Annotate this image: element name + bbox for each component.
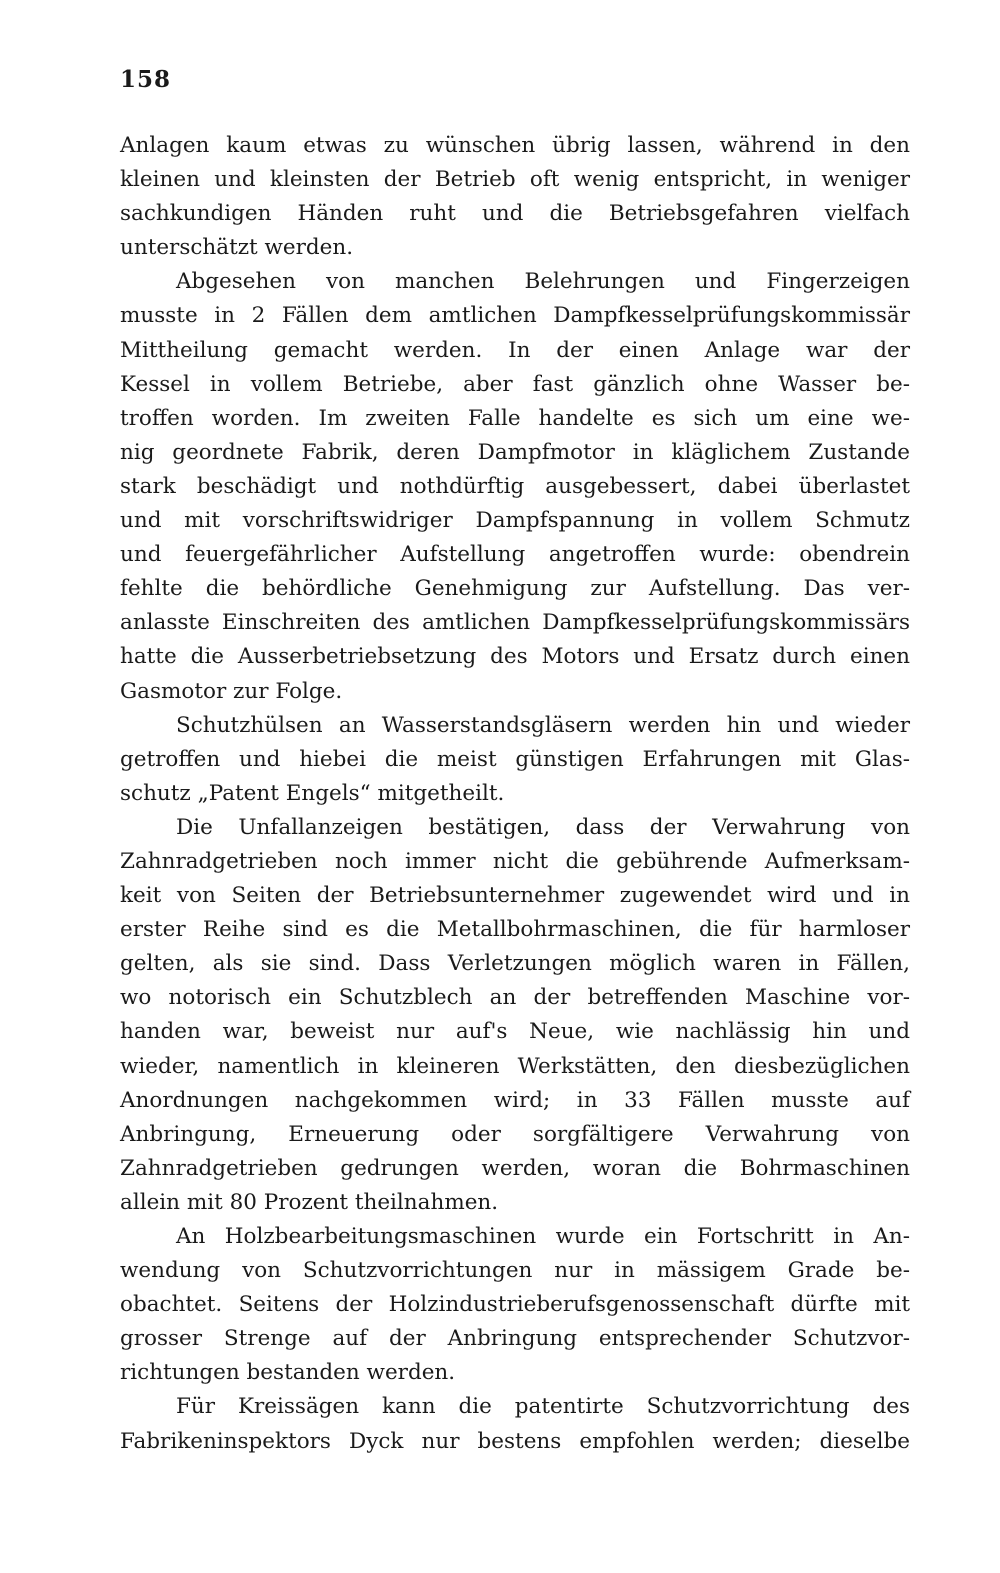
text-line: Gasmotor zur Folge. <box>120 678 343 704</box>
text-line: troffen worden. Im zweiten Falle handelte es sich um eine we- <box>120 405 910 431</box>
text-line: wieder, namentlich in kleineren Werkstätten, den diesbezüglichen <box>120 1053 910 1079</box>
text-line: stark beschädigt und nothdürftig ausgebessert, dabei überlastet <box>120 473 910 499</box>
text-line: sachkundigen Händen ruht und die Betriebsgefahren vielfach <box>120 201 910 227</box>
text-line: allein mit 80 Prozent theilnahmen. <box>120 1189 499 1215</box>
text-line: handen war, beweist nur auf's Neue, wie nachlässig hin und <box>120 1019 910 1045</box>
text-line: Mittheilung gemacht werden. In der einen Anlage war der <box>120 337 910 363</box>
text-line: schutz „Patent Engels“ mitgetheilt. <box>120 780 505 806</box>
text-line: Zahnradgetrieben noch immer nicht die gebührende Aufmerksam- <box>120 848 910 874</box>
text-line: hatte die Ausserbetriebsetzung des Motors und Ersatz durch einen <box>120 644 910 670</box>
text-line: musste in 2 Fällen dem amtlichen Dampfkesselprüfungskommissär <box>120 303 910 329</box>
text-line: nig geordnete Fabrik, deren Dampfmotor in kläglichem Zustande <box>120 439 910 465</box>
text-line: obachtet. Seitens der Holzindustrieberufsgenossenschaft dürfte mit <box>120 1292 910 1318</box>
text-line: und feuergefährlicher Aufstellung angetroffen wurde: obendrein <box>120 542 910 568</box>
text-line: fehlte die behördliche Genehmigung zur Aufstellung. Das ver- <box>120 576 910 602</box>
text-line: Anlagen kaum etwas zu wünschen übrig lassen, während in den <box>120 133 910 158</box>
text-line: anlasste Einschreiten des amtlichen Dampfkesselprüfungskommissärs <box>120 610 910 636</box>
text-line: Für Kreissägen kann die patentirte Schutzvorrichtung des <box>176 1394 910 1420</box>
text-line: erster Reihe sind es die Metallbohrmaschinen, die für harmloser <box>120 917 910 943</box>
text-line: kleinen und kleinsten der Betrieb oft wenig entspricht, in weniger <box>120 167 910 193</box>
text-line: Anbringung, Erneuerung oder sorgfältigere Verwahrung von <box>120 1121 910 1147</box>
text-line: Anordnungen nachgekommen wird; in 33 Fällen musste auf <box>120 1087 910 1113</box>
text-line: An Holzbearbeitungsmaschinen wurde ein Fortschritt in An- <box>176 1224 910 1249</box>
text-line: Fabrikeninspektors Dyck nur bestens empfohlen werden; dieselbe <box>120 1428 910 1454</box>
text-line: wo notorisch ein Schutzblech an der betreffenden Maschine vor- <box>120 985 910 1011</box>
text-line: Kessel in vollem Betriebe, aber fast gänzlich ohne Wasser be- <box>120 371 910 397</box>
text-line: wendung von Schutzvorrichtungen nur in mässigem Grade be- <box>120 1258 910 1284</box>
text-line: gelten, als sie sind. Dass Verletzungen möglich waren in Fällen, <box>120 951 910 977</box>
text-line: richtungen bestanden werden. <box>120 1360 456 1386</box>
text-line: unterschätzt werden. <box>120 235 354 261</box>
text-line: grosser Strenge auf der Anbringung entsprechender Schutzvor- <box>120 1326 910 1352</box>
text-line: getroffen und hiebei die meist günstigen Erfahrungen mit Glas- <box>120 746 910 772</box>
body-text <box>120 129 910 1459</box>
text-line: Zahnradgetrieben gedrungen werden, woran die Bohrmaschinen <box>120 1155 910 1181</box>
text-line: Schutzhülsen an Wasserstandsgläsern werden hin und wieder <box>176 712 910 738</box>
text-line: und mit vorschriftswidriger Dampfspannung in vollem Schmutz <box>120 508 910 534</box>
text-line: keit von Seiten der Betriebsunternehmer zugewendet wird und in <box>120 883 910 909</box>
text-line: Abgesehen von manchen Belehrungen und Fingerzeigen <box>176 269 910 295</box>
page-number: 158 <box>120 66 172 93</box>
text-line: Die Unfallanzeigen bestätigen, dass der Verwahrung von <box>176 814 910 840</box>
